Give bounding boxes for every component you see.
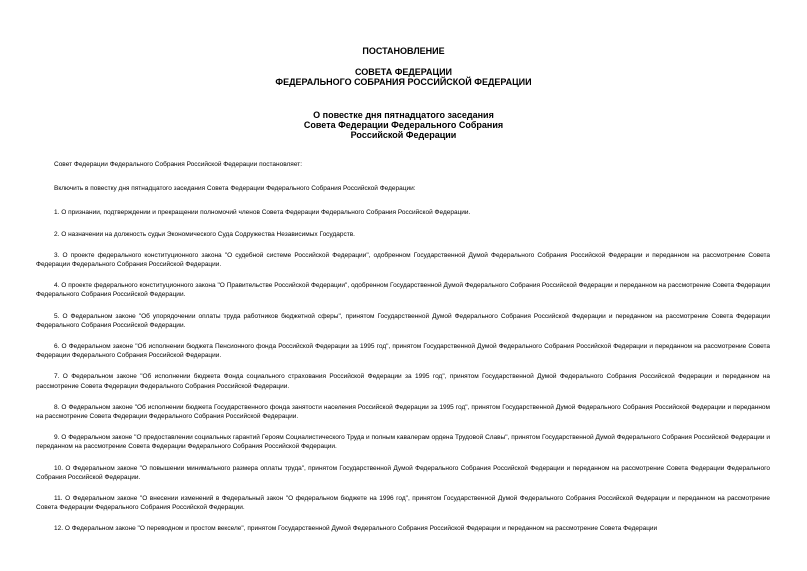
intro-paragraph: Совет Федерации Федерального Собрания Российской Федерации постановляет: xyxy=(54,161,302,168)
document-title xyxy=(0,110,807,140)
include-paragraph: Включить в повестку дня пятнадцатого заседания Совета Федерации Федерального Собрания Российской Федерации: xyxy=(54,185,416,193)
agenda-item-6: 6. О Федеральном законе "Об исполнении бюджета Пенсионного фонда Российской Федерации за 1995 год", принятом Государственной Думой Федерального Собрания Российской Федерации и переданном на рассмотрение Совета Федерации Федерального Собрания Российской Федерации. xyxy=(36,343,770,360)
issuer-line-2: ФЕДЕРАЛЬНОГО СОБРАНИЯ РОССИЙСКОЙ ФЕДЕРАЦИИ xyxy=(275,77,532,87)
agenda-item-1: 1. О признании, подтверждении и прекращении полномочий членов Совета Федерации Федерального Собрания Российской Федерации. xyxy=(54,209,471,217)
title-line-3: Российской Федерации xyxy=(350,130,457,140)
agenda-item-7: 7. О Федеральном законе "Об исполнении бюджета Фонда социального страхования Российской Федерации за 1995 год", принятом Государственной Думой Федерального Собрания Российской Федерации и переданном на рассмотрение Совета Федерации Федерального Собрания Российской Федерации. xyxy=(36,373,770,390)
issuer-line-1: СОВЕТА ФЕДЕРАЦИИ xyxy=(354,67,453,77)
agenda-item-11: 11. О Федеральном законе "О внесении изменений в Федеральный закон "О федеральном бюджете на 1996 год", принятом Государственной Думой Федерального Собрания Российской Федерации и переданном на рассмотрение Совета Федерации Федерального Собрания Российской Федерации. xyxy=(36,495,770,512)
agenda-item-9: 9. О Федеральном законе "О предоставлении социальных гарантий Героям Социалистического Труда и полным кавалерам ордена Трудовой Славы", принятом Государственной Думой Федерального Собрания Российской Федерации и переданном на рассмотрение Совета Федерации Федерального Собрания Российской Федерации. xyxy=(36,434,770,451)
document-body xyxy=(36,160,770,546)
agenda-item-2: 2. О назначении на должность судьи Экономического Суда Содружества Независимых Государств. xyxy=(54,230,355,238)
issuer-heading xyxy=(0,67,807,87)
agenda-item-12: 12. О Федеральном законе "О переводном и простом векселе", принятом Государственной Думой Федерального Собрания Российской Федерации и переданном на рассмотрение Совета Федерации xyxy=(54,525,658,533)
title-line-2: Совета Федерации Федерального Собрания xyxy=(303,120,504,130)
agenda-item-3: 3. О проекте федерального конституционного закона "О судебной системе Российской Федерации", одобренном Государственной Думой Федерального Собрания Российской Федерации и переданном на рассмотрение Совета Федерации Федерального Собрания Российской Федерации. xyxy=(36,251,770,269)
agenda-item-5: 5. О Федеральном законе "Об упорядочении оплаты труда работников бюджетной сферы", принятом Государственной Думой Федерального Собрания Российской Федерации и переданном на рассмотрение Совета Федерации Федерального Собрания Российской Федерации. xyxy=(36,312,770,329)
title-line-1: О повестке дня пятнадцатого заседания xyxy=(313,110,494,120)
document-type-heading xyxy=(0,46,807,56)
doc-type: ПОСТАНОВЛЕНИЕ xyxy=(362,46,445,56)
agenda-item-10: 10. О Федеральном законе "О повышении минимального размера оплаты труда", принятом Государственной Думой Федерального Собрания Российской Федерации и переданном на рассмотрение Совета Федерации Федерального Собрания Российской Федерации. xyxy=(36,464,770,481)
agenda-item-4: 4. О проекте федерального конституционного закона "О Правительстве Российской Федерации", одобренном Государственной Думой Федерального Собрания Российской Федерации и переданном на рассмотрение Совета Федерации Федерального Собрания Российской Федерации. xyxy=(36,282,770,299)
agenda-item-8: 8. О Федеральном законе "Об исполнении бюджета Государственного фонда занятости населения Российской Федерации за 1995 год", принятом Государственной Думой Федерального Собрания Российской Федерации и переданном на рассмотрение Совета Федерации Федерального Собрания Российской Федерации. xyxy=(36,403,770,421)
